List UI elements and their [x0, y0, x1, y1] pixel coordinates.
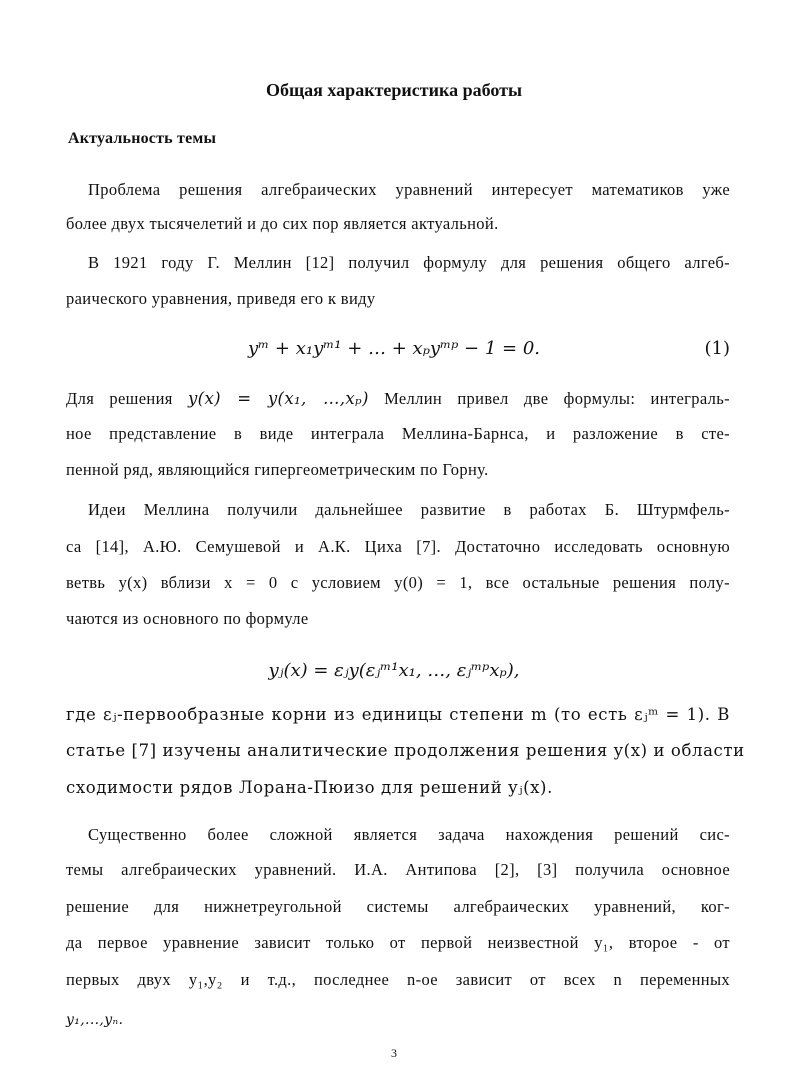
paragraph-1-line-2: более двух тысячелетий и до сих пор является актуальной.: [66, 214, 499, 233]
paragraph-5-line-3: сходимости рядов Лорана-Пюизо для решений yⱼ(x).: [66, 778, 553, 797]
paragraph-2-line-2: раического уравнения, приведя его к виду: [66, 289, 376, 308]
paragraph-6-line-4: да первое уравнение зависит только от первой неизвестной y₁, второе - от: [66, 933, 730, 952]
paragraph-6-line-6: y₁,...,yₙ.: [66, 1012, 124, 1028]
page-number: 3: [391, 1046, 397, 1060]
paragraph-4-line-3: ветвь y(x) вблизи x = 0 с условием y(0) = 1, все остальные решения полу-: [66, 573, 730, 592]
equation-2: yⱼ(x) = εⱼy(εⱼᵐ¹x₁, …, εⱼᵐᵖxₚ),: [268, 660, 520, 681]
paragraph-1-line-1: Проблема решения алгебраических уравнений интересует математиков уже: [88, 180, 730, 199]
paragraph-4-line-4: чаются из основного по формуле: [66, 609, 309, 628]
paragraph-6-line-3: решение для нижнетреугольной системы алгебраических уравнений, ког-: [66, 897, 730, 916]
paragraph-3-line-1-end: Меллин привел две формулы: интеграль-: [384, 389, 730, 408]
paragraph-3-line-1: [66, 389, 730, 409]
paragraph-6-line-2: темы алгебраических уравнений. И.А. Антипова [2], [3] получила основное: [66, 860, 730, 879]
paragraph-3-line-3: пенной ряд, являющийся гипергеометрическим по Горну.: [66, 460, 489, 479]
paragraph-4-line-1: Идеи Меллина получили дальнейшее развитие в работах Б. Штурмфель-: [88, 500, 730, 519]
paragraph-3-line-2: ное представление в виде интеграла Меллина-Барнса, и разложение в сте-: [66, 424, 730, 443]
paragraph-4-line-2: са [14], А.Ю. Семушевой и А.К. Циха [7]. Достаточно исследовать основную: [66, 537, 730, 556]
paragraph-5-line-1: где εⱼ-первообразные корни из единицы степени m (то есть εⱼᵐ = 1). В: [66, 705, 730, 724]
equation-1-number: (1): [704, 338, 730, 359]
section-heading: Актуальность темы: [68, 130, 217, 147]
inline-math-solution: y(x) = y(x₁, …,xₚ): [188, 389, 369, 408]
paragraph-5-line-2: статье [7] изучены аналитические продолжения решения y(x) и области: [66, 741, 745, 760]
paragraph-6-line-5: первых двух y₁,y₂ и т.д., последнее n-ое зависит от всех n переменных: [66, 970, 730, 989]
paragraph-2-line-1: В 1921 году Г. Меллин [12] получил формулу для решения общего алгеб-: [88, 253, 730, 272]
paragraph-6-line-1: Существенно более сложной является задача нахождения решений сис-: [88, 825, 730, 844]
equation-1: yᵐ + x₁yᵐ¹ + … + xₚyᵐᵖ − 1 = 0.: [247, 338, 540, 359]
paragraph-3-line-1-start: Для решения: [66, 389, 173, 408]
page-title: Общая характеристика работы: [265, 80, 523, 100]
